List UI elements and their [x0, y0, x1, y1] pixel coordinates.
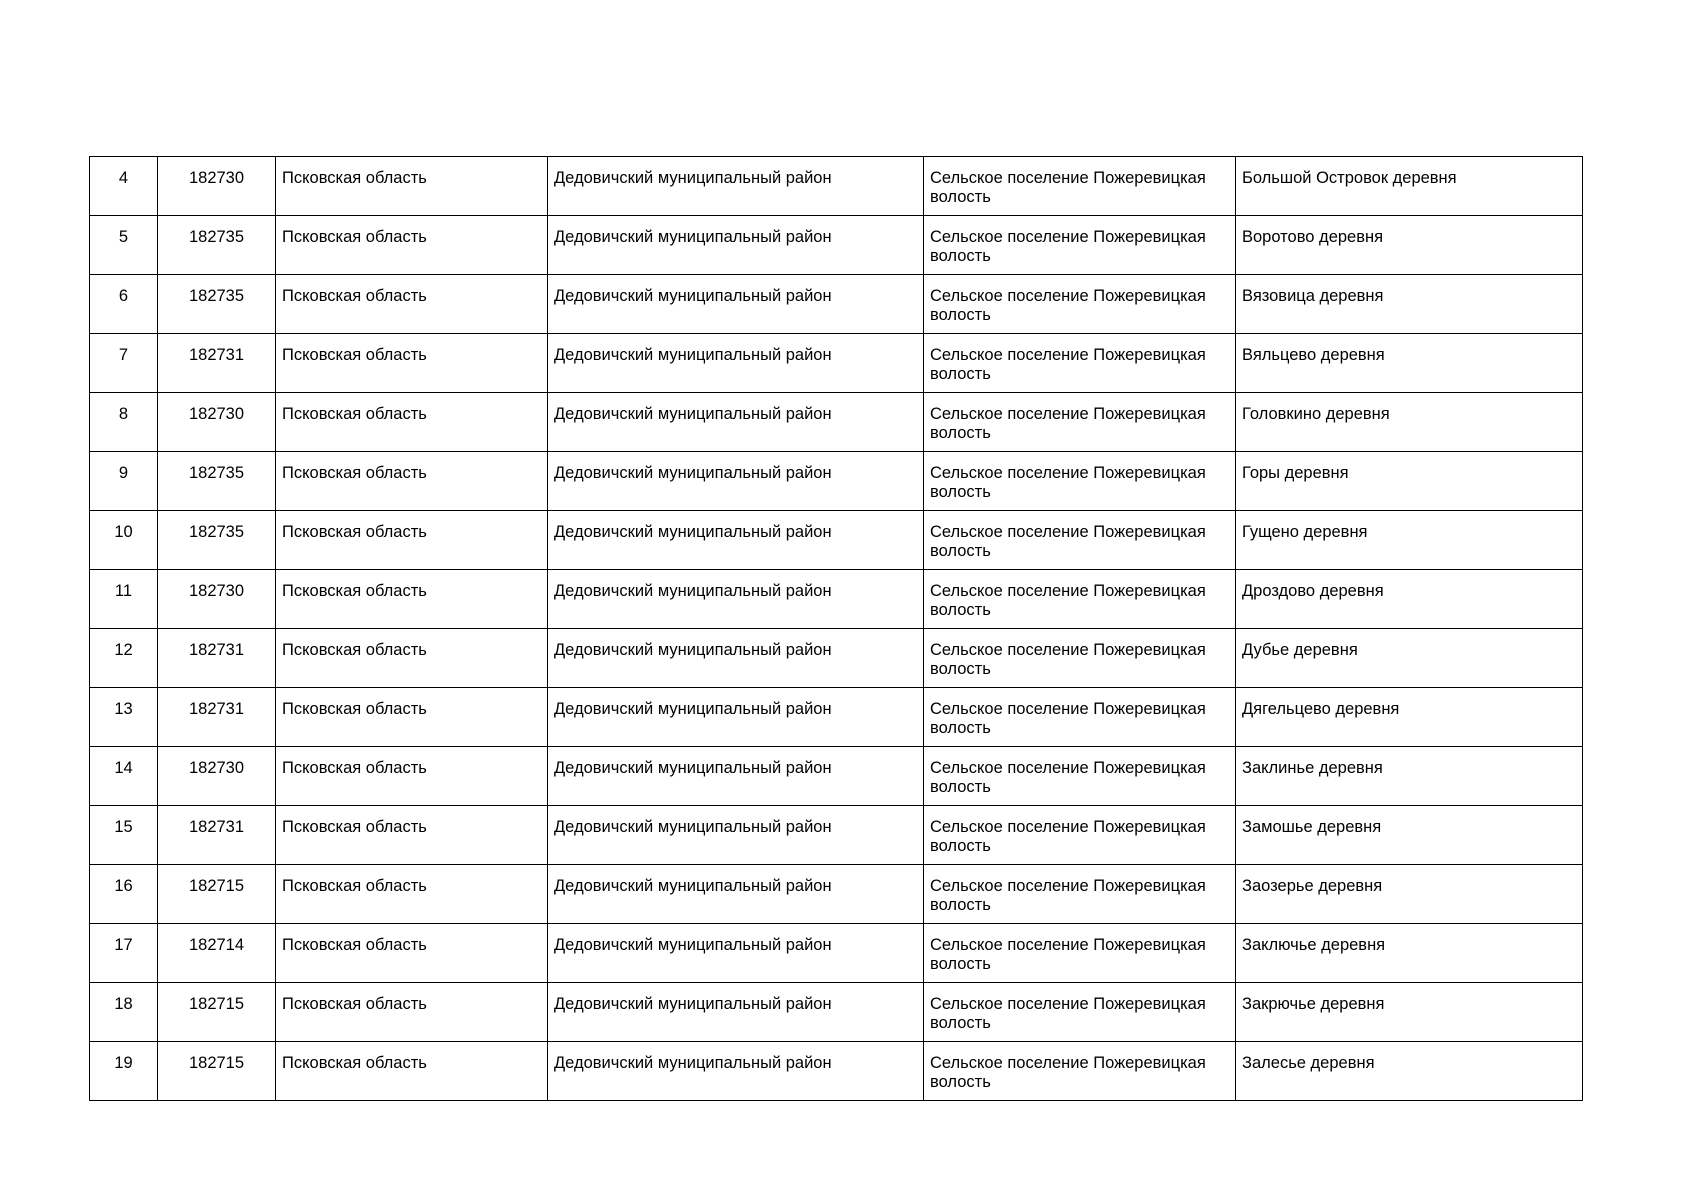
region-cell: Псковская область [276, 806, 548, 865]
locality-cell: Вязовица деревня [1236, 275, 1583, 334]
row-number: 16 [90, 865, 158, 924]
locality-cell: Дубье деревня [1236, 629, 1583, 688]
table-row [90, 570, 1583, 629]
region-cell: Псковская область [276, 570, 548, 629]
table-row [90, 216, 1583, 275]
postal-index: 182730 [158, 393, 276, 452]
postal-index: 182715 [158, 983, 276, 1042]
settlement-cell: Сельское поселение Пожеревицкая волость [924, 806, 1236, 865]
district-cell: Дедовичский муниципальный район [548, 629, 924, 688]
row-number: 5 [90, 216, 158, 275]
table-row [90, 865, 1583, 924]
locality-cell: Залесье деревня [1236, 1042, 1583, 1101]
postal-index: 182715 [158, 865, 276, 924]
table-row [90, 157, 1583, 216]
district-cell: Дедовичский муниципальный район [548, 747, 924, 806]
table-row [90, 511, 1583, 570]
address-table [89, 156, 1583, 1101]
postal-index: 182735 [158, 216, 276, 275]
district-cell: Дедовичский муниципальный район [548, 983, 924, 1042]
table-row [90, 924, 1583, 983]
region-cell: Псковская область [276, 1042, 548, 1101]
table-row [90, 983, 1583, 1042]
postal-index: 182731 [158, 629, 276, 688]
row-number: 12 [90, 629, 158, 688]
settlement-cell: Сельское поселение Пожеревицкая волость [924, 157, 1236, 216]
postal-index: 182730 [158, 570, 276, 629]
row-number: 7 [90, 334, 158, 393]
district-cell: Дедовичский муниципальный район [548, 452, 924, 511]
locality-cell: Заозерье деревня [1236, 865, 1583, 924]
district-cell: Дедовичский муниципальный район [548, 511, 924, 570]
postal-index: 182714 [158, 924, 276, 983]
settlement-cell: Сельское поселение Пожеревицкая волость [924, 865, 1236, 924]
region-cell: Псковская область [276, 629, 548, 688]
postal-index: 182731 [158, 334, 276, 393]
table-row [90, 806, 1583, 865]
region-cell: Псковская область [276, 393, 548, 452]
locality-cell: Дягельцево деревня [1236, 688, 1583, 747]
district-cell: Дедовичский муниципальный район [548, 1042, 924, 1101]
row-number: 4 [90, 157, 158, 216]
settlement-cell: Сельское поселение Пожеревицкая волость [924, 275, 1236, 334]
settlement-cell: Сельское поселение Пожеревицкая волость [924, 511, 1236, 570]
table-row [90, 452, 1583, 511]
locality-cell: Замошье деревня [1236, 806, 1583, 865]
region-cell: Псковская область [276, 216, 548, 275]
region-cell: Псковская область [276, 688, 548, 747]
district-cell: Дедовичский муниципальный район [548, 334, 924, 393]
locality-cell: Большой Островок деревня [1236, 157, 1583, 216]
district-cell: Дедовичский муниципальный район [548, 157, 924, 216]
district-cell: Дедовичский муниципальный район [548, 216, 924, 275]
region-cell: Псковская область [276, 865, 548, 924]
postal-index: 182735 [158, 511, 276, 570]
row-number: 17 [90, 924, 158, 983]
district-cell: Дедовичский муниципальный район [548, 393, 924, 452]
settlement-cell: Сельское поселение Пожеревицкая волость [924, 983, 1236, 1042]
table-row [90, 629, 1583, 688]
row-number: 8 [90, 393, 158, 452]
row-number: 19 [90, 1042, 158, 1101]
settlement-cell: Сельское поселение Пожеревицкая волость [924, 747, 1236, 806]
settlement-cell: Сельское поселение Пожеревицкая волость [924, 629, 1236, 688]
postal-index: 182731 [158, 688, 276, 747]
settlement-cell: Сельское поселение Пожеревицкая волость [924, 688, 1236, 747]
row-number: 14 [90, 747, 158, 806]
locality-cell: Закрючье деревня [1236, 983, 1583, 1042]
locality-cell: Заключье деревня [1236, 924, 1583, 983]
row-number: 10 [90, 511, 158, 570]
locality-cell: Гущено деревня [1236, 511, 1583, 570]
region-cell: Псковская область [276, 275, 548, 334]
region-cell: Псковская область [276, 157, 548, 216]
region-cell: Псковская область [276, 924, 548, 983]
district-cell: Дедовичский муниципальный район [548, 688, 924, 747]
row-number: 6 [90, 275, 158, 334]
settlement-cell: Сельское поселение Пожеревицкая волость [924, 216, 1236, 275]
settlement-cell: Сельское поселение Пожеревицкая волость [924, 452, 1236, 511]
settlement-cell: Сельское поселение Пожеревицкая волость [924, 1042, 1236, 1101]
region-cell: Псковская область [276, 511, 548, 570]
region-cell: Псковская область [276, 452, 548, 511]
table-row [90, 747, 1583, 806]
postal-index: 182730 [158, 747, 276, 806]
settlement-cell: Сельское поселение Пожеревицкая волость [924, 570, 1236, 629]
row-number: 9 [90, 452, 158, 511]
postal-index: 182730 [158, 157, 276, 216]
row-number: 18 [90, 983, 158, 1042]
district-cell: Дедовичский муниципальный район [548, 806, 924, 865]
locality-cell: Вяльцево деревня [1236, 334, 1583, 393]
row-number: 11 [90, 570, 158, 629]
region-cell: Псковская область [276, 334, 548, 393]
postal-index: 182735 [158, 452, 276, 511]
table-row [90, 688, 1583, 747]
table-row [90, 393, 1583, 452]
row-number: 13 [90, 688, 158, 747]
region-cell: Псковская область [276, 747, 548, 806]
locality-cell: Горы деревня [1236, 452, 1583, 511]
table-row [90, 334, 1583, 393]
locality-cell: Головкино деревня [1236, 393, 1583, 452]
district-cell: Дедовичский муниципальный район [548, 865, 924, 924]
table-row [90, 1042, 1583, 1101]
district-cell: Дедовичский муниципальный район [548, 570, 924, 629]
postal-index: 182735 [158, 275, 276, 334]
locality-cell: Дроздово деревня [1236, 570, 1583, 629]
postal-index: 182715 [158, 1042, 276, 1101]
locality-cell: Воротово деревня [1236, 216, 1583, 275]
settlement-cell: Сельское поселение Пожеревицкая волость [924, 334, 1236, 393]
table-row [90, 275, 1583, 334]
settlement-cell: Сельское поселение Пожеревицкая волость [924, 924, 1236, 983]
locality-cell: Заклинье деревня [1236, 747, 1583, 806]
table-body [90, 157, 1583, 1101]
settlement-cell: Сельское поселение Пожеревицкая волость [924, 393, 1236, 452]
row-number: 15 [90, 806, 158, 865]
region-cell: Псковская область [276, 983, 548, 1042]
district-cell: Дедовичский муниципальный район [548, 924, 924, 983]
postal-index: 182731 [158, 806, 276, 865]
district-cell: Дедовичский муниципальный район [548, 275, 924, 334]
